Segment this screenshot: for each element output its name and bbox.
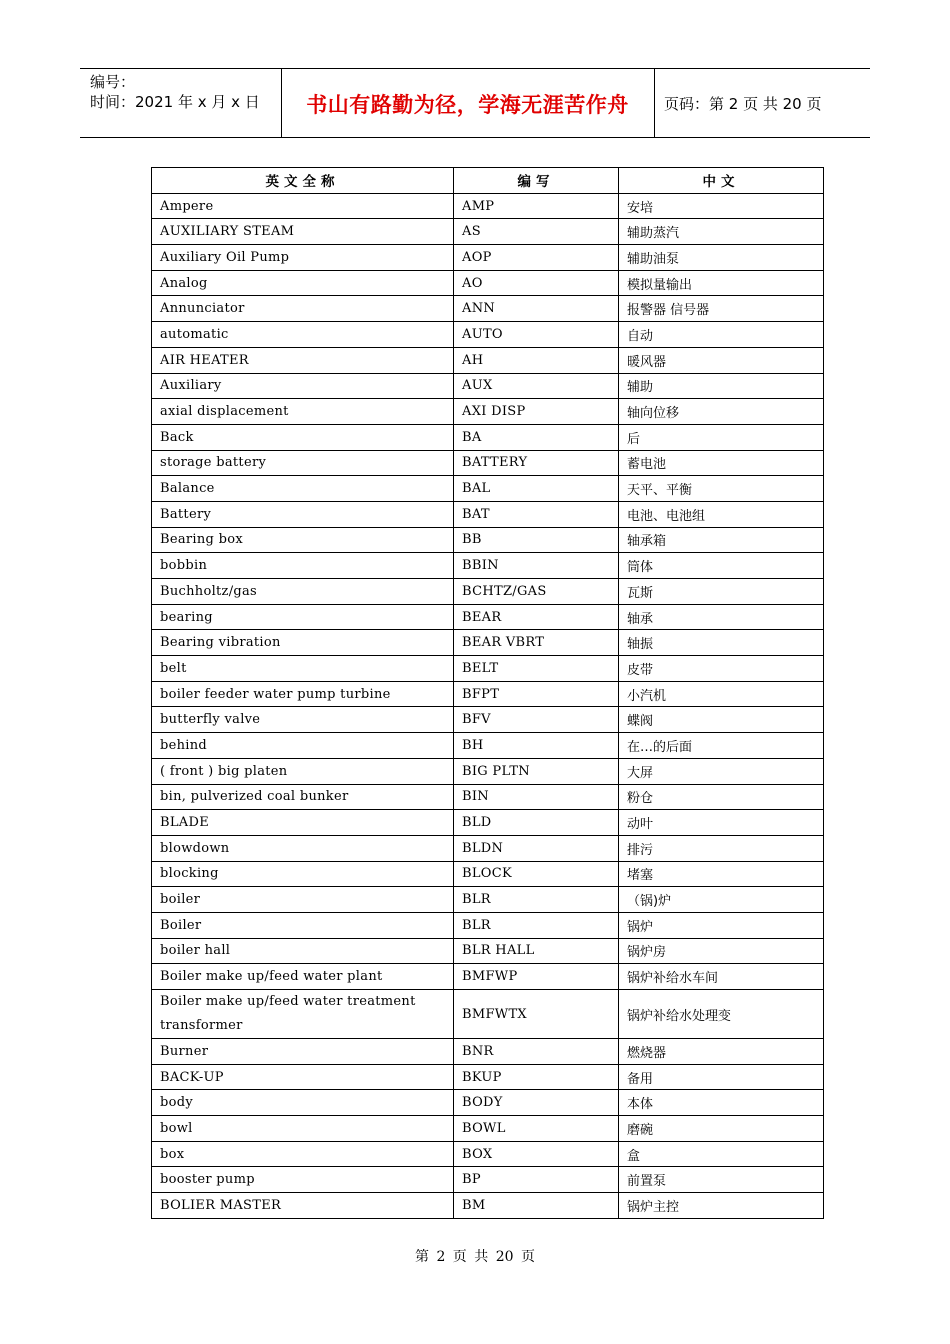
table-row — [152, 912, 824, 938]
table-row — [152, 1167, 824, 1193]
column-header-abbreviation: 编写 — [454, 168, 619, 194]
cell-english-name: Balance — [152, 476, 454, 502]
header-motto: 书山有路勤为径，学海无涯苦作舟 — [306, 93, 629, 117]
cell-english-name: behind — [152, 733, 454, 759]
cell-chinese-name: 小汽机 — [619, 681, 824, 707]
cell-english-name: blowdown — [152, 835, 454, 861]
table-row — [152, 322, 824, 348]
table-row — [152, 810, 824, 836]
cell-abbreviation: AS — [454, 219, 619, 245]
cell-chinese-name: 盒 — [619, 1141, 824, 1167]
cell-chinese-name: 皮带 — [619, 656, 824, 682]
cell-english-name: BOLIER MASTER — [152, 1193, 454, 1219]
cell-abbreviation: BEAR — [454, 604, 619, 630]
cell-chinese-name: 辅助 — [619, 373, 824, 399]
cell-chinese-name: 锅炉 — [619, 912, 824, 938]
cell-english-name: bearing — [152, 604, 454, 630]
table-row — [152, 990, 824, 1039]
cell-abbreviation: AXI DISP — [454, 399, 619, 425]
cell-english-name: boiler hall — [152, 938, 454, 964]
cell-english-name: Bearing box — [152, 527, 454, 553]
document-time-label: 时间：2021 年 x 月 x 日 — [90, 93, 260, 111]
cell-chinese-name: 自动 — [619, 322, 824, 348]
table-row — [152, 681, 824, 707]
cell-chinese-name: 后 — [619, 424, 824, 450]
cell-english-name: bin, pulverized coal bunker — [152, 784, 454, 810]
table-row — [152, 193, 824, 219]
cell-abbreviation: BBIN — [454, 553, 619, 579]
cell-abbreviation: BP — [454, 1167, 619, 1193]
cell-chinese-name: 筒体 — [619, 553, 824, 579]
table-row — [152, 784, 824, 810]
cell-english-name: Ampere — [152, 193, 454, 219]
cell-chinese-name: 辅助油泵 — [619, 245, 824, 271]
cell-chinese-name: 动叶 — [619, 810, 824, 836]
cell-english-name: BACK-UP — [152, 1064, 454, 1090]
cell-english-name: Annunciator — [152, 296, 454, 322]
cell-chinese-name: 蝶阀 — [619, 707, 824, 733]
cell-english-name: Back — [152, 424, 454, 450]
cell-chinese-name: 轴振 — [619, 630, 824, 656]
cell-english-name: axial displacement — [152, 399, 454, 425]
cell-abbreviation: BIN — [454, 784, 619, 810]
header-motto-cell — [281, 69, 655, 137]
table-row — [152, 424, 824, 450]
cell-english-name: Boiler — [152, 912, 454, 938]
cell-chinese-name: 天平、平衡 — [619, 476, 824, 502]
page-footer: 第 2 页 共 20 页 — [415, 1249, 535, 1265]
cell-abbreviation: AH — [454, 347, 619, 373]
cell-abbreviation: BODY — [454, 1090, 619, 1116]
cell-english-name: belt — [152, 656, 454, 682]
column-header-english: 英文全称 — [152, 168, 454, 194]
cell-chinese-name: 堵塞 — [619, 861, 824, 887]
table-row — [152, 527, 824, 553]
cell-abbreviation: AMP — [454, 193, 619, 219]
cell-abbreviation: BAL — [454, 476, 619, 502]
table-row — [152, 964, 824, 990]
header-page-code: 页码：第 2 页 共 20 页 — [664, 95, 822, 113]
cell-abbreviation: BLR — [454, 887, 619, 913]
cell-chinese-name: 轴承 — [619, 604, 824, 630]
table-row — [152, 656, 824, 682]
table-row — [152, 245, 824, 271]
cell-chinese-name: 锅炉补给水车间 — [619, 964, 824, 990]
page-header — [80, 68, 870, 138]
cell-english-name: boiler — [152, 887, 454, 913]
cell-chinese-name: 本体 — [619, 1090, 824, 1116]
cell-chinese-name: 电池、电池组 — [619, 501, 824, 527]
cell-abbreviation: BA — [454, 424, 619, 450]
cell-chinese-name: 报警器 信号器 — [619, 296, 824, 322]
table-row — [152, 887, 824, 913]
cell-abbreviation: BMFWTX — [454, 990, 619, 1039]
table-row — [152, 553, 824, 579]
cell-chinese-name: 备用 — [619, 1064, 824, 1090]
table-row — [152, 835, 824, 861]
cell-english-name: Boiler make up/feed water treatment transformer — [152, 990, 454, 1039]
cell-english-name: boiler feeder water pump turbine — [152, 681, 454, 707]
cell-abbreviation: BLOCK — [454, 861, 619, 887]
cell-abbreviation: ANN — [454, 296, 619, 322]
cell-english-name: BLADE — [152, 810, 454, 836]
cell-chinese-name: 轴承箱 — [619, 527, 824, 553]
cell-chinese-name: 暖风器 — [619, 347, 824, 373]
cell-abbreviation: BOX — [454, 1141, 619, 1167]
table-row — [152, 604, 824, 630]
cell-english-name: bobbin — [152, 553, 454, 579]
cell-english-name: booster pump — [152, 1167, 454, 1193]
table-row — [152, 1116, 824, 1142]
cell-english-name: bowl — [152, 1116, 454, 1142]
table-row — [152, 1090, 824, 1116]
cell-english-name: Boiler make up/feed water plant — [152, 964, 454, 990]
cell-english-name: Battery — [152, 501, 454, 527]
cell-abbreviation: BOWL — [454, 1116, 619, 1142]
cell-chinese-name: 蓄电池 — [619, 450, 824, 476]
cell-abbreviation: BLDN — [454, 835, 619, 861]
cell-chinese-name: 锅炉主控 — [619, 1193, 824, 1219]
cell-abbreviation: BKUP — [454, 1064, 619, 1090]
cell-abbreviation: AUTO — [454, 322, 619, 348]
cell-chinese-name: 磨碗 — [619, 1116, 824, 1142]
table-row — [152, 270, 824, 296]
cell-abbreviation: BATTERY — [454, 450, 619, 476]
cell-english-name: Auxiliary Oil Pump — [152, 245, 454, 271]
cell-chinese-name: 排污 — [619, 835, 824, 861]
cell-abbreviation: AOP — [454, 245, 619, 271]
cell-abbreviation: BIG PLTN — [454, 758, 619, 784]
cell-english-name: Buchholtz/gas — [152, 579, 454, 605]
cell-english-name: storage battery — [152, 450, 454, 476]
cell-english-name: Analog — [152, 270, 454, 296]
cell-chinese-name: 轴向位移 — [619, 399, 824, 425]
cell-chinese-name: 燃烧器 — [619, 1039, 824, 1065]
table-row — [152, 630, 824, 656]
table-row — [152, 501, 824, 527]
column-header-chinese: 中文 — [619, 168, 824, 194]
table-row — [152, 347, 824, 373]
cell-abbreviation: BLR — [454, 912, 619, 938]
cell-chinese-name: 瓦斯 — [619, 579, 824, 605]
table-row — [152, 219, 824, 245]
cell-chinese-name: 前置泵 — [619, 1167, 824, 1193]
table-row — [152, 733, 824, 759]
cell-english-name: butterfly valve — [152, 707, 454, 733]
cell-chinese-name: 安培 — [619, 193, 824, 219]
cell-english-name: Burner — [152, 1039, 454, 1065]
cell-abbreviation: BEAR VBRT — [454, 630, 619, 656]
header-meta-cell — [80, 69, 282, 137]
cell-chinese-name: 大屏 — [619, 758, 824, 784]
cell-chinese-name: 辅助蒸汽 — [619, 219, 824, 245]
cell-abbreviation: BFPT — [454, 681, 619, 707]
cell-abbreviation: BAT — [454, 501, 619, 527]
cell-abbreviation: BM — [454, 1193, 619, 1219]
table-row — [152, 1141, 824, 1167]
cell-chinese-name: 在…的后面 — [619, 733, 824, 759]
table-header-row — [152, 168, 824, 194]
cell-abbreviation: BFV — [454, 707, 619, 733]
cell-chinese-name: 锅炉补给水处理变 — [619, 990, 824, 1039]
abbreviation-table — [151, 167, 824, 1219]
table-row — [152, 758, 824, 784]
cell-english-name: blocking — [152, 861, 454, 887]
cell-english-name: Bearing vibration — [152, 630, 454, 656]
cell-abbreviation: BLR HALL — [454, 938, 619, 964]
table-row — [152, 1039, 824, 1065]
table-row — [152, 476, 824, 502]
cell-abbreviation: BLD — [454, 810, 619, 836]
cell-english-name: AIR HEATER — [152, 347, 454, 373]
table-row — [152, 373, 824, 399]
cell-english-name: automatic — [152, 322, 454, 348]
table-row — [152, 296, 824, 322]
table-row — [152, 861, 824, 887]
table-row — [152, 707, 824, 733]
cell-abbreviation: BNR — [454, 1039, 619, 1065]
table-row — [152, 399, 824, 425]
table-body — [152, 193, 824, 1218]
cell-abbreviation: BELT — [454, 656, 619, 682]
cell-english-name: Auxiliary — [152, 373, 454, 399]
document-number-label: 编号： — [90, 73, 136, 91]
cell-english-name: box — [152, 1141, 454, 1167]
cell-english-name: body — [152, 1090, 454, 1116]
cell-abbreviation: BCHTZ/GAS — [454, 579, 619, 605]
cell-english-name: AUXILIARY STEAM — [152, 219, 454, 245]
cell-abbreviation: BH — [454, 733, 619, 759]
table-row — [152, 450, 824, 476]
cell-chinese-name: 锅炉房 — [619, 938, 824, 964]
header-page-cell — [655, 69, 870, 137]
cell-abbreviation: AO — [454, 270, 619, 296]
cell-chinese-name: （锅)炉 — [619, 887, 824, 913]
table-row — [152, 579, 824, 605]
cell-abbreviation: BMFWP — [454, 964, 619, 990]
cell-chinese-name: 粉仓 — [619, 784, 824, 810]
cell-abbreviation: BB — [454, 527, 619, 553]
table-row — [152, 1064, 824, 1090]
table-row — [152, 938, 824, 964]
cell-chinese-name: 模拟量输出 — [619, 270, 824, 296]
table-row — [152, 1193, 824, 1219]
cell-abbreviation: AUX — [454, 373, 619, 399]
cell-english-name: ( front ) big platen — [152, 758, 454, 784]
